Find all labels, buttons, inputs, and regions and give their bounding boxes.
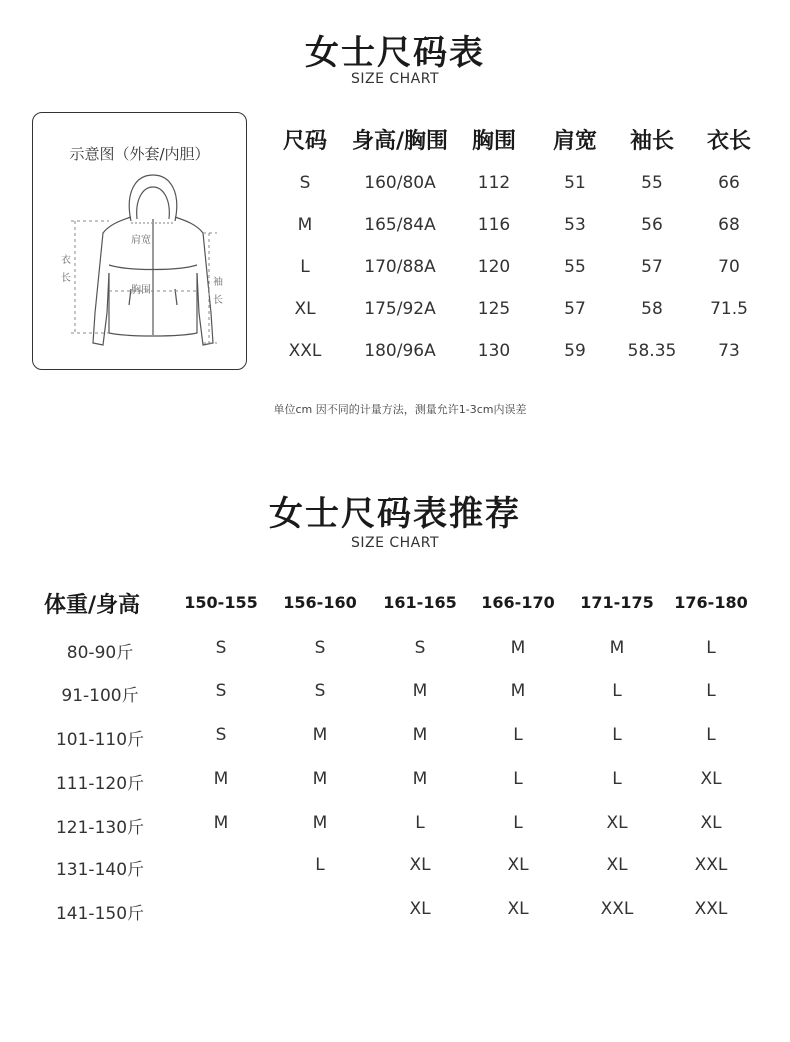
size-chart-cell: 53 [564, 215, 586, 235]
recommended-size-cell: M [412, 681, 428, 701]
recommended-size-cell: M [213, 769, 229, 789]
recommended-size-cell: L [706, 681, 716, 701]
recommended-size-cell: M [312, 769, 328, 789]
weight-range-label: 101-110斤 [55, 730, 145, 750]
sleeve-label-2: 长 [213, 295, 223, 306]
size-chart-header: 肩宽 [552, 129, 598, 154]
chest-label: 胸围 [131, 285, 151, 296]
size-chart-cell: 55 [564, 257, 586, 277]
recommended-size-cell: S [215, 681, 227, 701]
height-range-header: 150-155 [184, 593, 258, 612]
recommended-size-cell: M [412, 725, 428, 745]
weight-range-label: 111-120斤 [55, 774, 145, 794]
size-chart-cell: 73 [718, 341, 740, 361]
size-chart-header: 胸围 [471, 129, 517, 154]
recommended-size-cell: S [414, 638, 426, 658]
size-chart-cell: M [297, 215, 313, 235]
recommended-size-cell: L [415, 813, 425, 833]
size-chart-cell: 116 [477, 215, 511, 235]
size-chart-header: 身高/胸围 [351, 129, 449, 154]
height-range-header: 176-180 [674, 593, 748, 612]
size-chart-cell: 58.35 [627, 341, 677, 361]
size-chart-cell: 120 [477, 257, 511, 277]
recommended-size-cell: M [510, 638, 526, 658]
size-chart-cell: 160/80A [364, 173, 436, 193]
jacket-diagram [32, 112, 247, 370]
size-chart-cell: S [299, 173, 311, 193]
measurement-note: 单位cm 因不同的计量方法，测量允许1-3cm内误差 [273, 403, 527, 416]
recommended-size-cell: M [609, 638, 625, 658]
size-chart-header: 尺码 [282, 129, 328, 154]
length-label-2: 长 [61, 273, 71, 284]
weight-range-label: 121-130斤 [55, 818, 145, 838]
weight-range-label: 91-100斤 [61, 686, 139, 706]
size-chart-cell: 170/88A [364, 257, 436, 277]
recommended-size-cell: L [513, 813, 523, 833]
shoulder-label: 肩宽 [131, 235, 151, 246]
recommended-size-cell: XXL [694, 899, 728, 919]
recommended-size-cell: L [612, 681, 622, 701]
recommended-size-cell: L [706, 638, 716, 658]
recommendation-title: 女士尺码表推荐 [269, 494, 521, 534]
size-chart-cell: 68 [718, 215, 740, 235]
size-chart-cell: 59 [564, 341, 586, 361]
recommended-size-cell: S [314, 681, 326, 701]
sleeve-label-1: 袖 [213, 277, 223, 288]
size-chart-cell: XL [294, 299, 316, 319]
size-chart-cell: 56 [641, 215, 663, 235]
recommended-size-cell: XL [409, 899, 431, 919]
recommended-size-cell: XL [700, 813, 722, 833]
recommended-size-cell: S [215, 725, 227, 745]
recommended-size-cell: M [412, 769, 428, 789]
size-chart-header: 袖长 [629, 129, 675, 154]
size-chart-cell: 125 [477, 299, 511, 319]
recommended-size-cell: XXL [694, 855, 728, 875]
recommended-size-cell: XL [606, 813, 628, 833]
size-chart-subtitle: SIZE CHART [350, 71, 440, 87]
height-range-header: 166-170 [481, 593, 555, 612]
length-label-1: 衣 [61, 255, 71, 266]
size-chart-cell: XXL [288, 341, 322, 361]
size-chart-cell: 58 [641, 299, 663, 319]
recommended-size-cell: L [612, 725, 622, 745]
size-chart-cell: 57 [641, 257, 663, 277]
size-chart-cell: 130 [477, 341, 511, 361]
height-range-header: 161-165 [383, 593, 457, 612]
size-chart-cell: 57 [564, 299, 586, 319]
jacket-outline-icon [33, 113, 248, 371]
weight-height-header: 体重/身高 [44, 593, 141, 618]
size-chart-cell: 112 [477, 173, 511, 193]
diagram-caption: 示意图（外套/内胆） [69, 145, 210, 163]
recommended-size-cell: M [312, 813, 328, 833]
height-range-header: 156-160 [283, 593, 357, 612]
weight-range-label: 131-140斤 [55, 860, 145, 880]
size-chart-cell: 165/84A [364, 215, 436, 235]
recommended-size-cell: S [314, 638, 326, 658]
recommended-size-cell: XL [507, 855, 529, 875]
recommended-size-cell: XXL [600, 899, 634, 919]
recommended-size-cell: XL [606, 855, 628, 875]
recommended-size-cell: M [510, 681, 526, 701]
size-chart-cell: 180/96A [364, 341, 436, 361]
height-range-header: 171-175 [580, 593, 654, 612]
recommended-size-cell: L [706, 725, 716, 745]
weight-range-label: 80-90斤 [66, 643, 134, 663]
size-chart-cell: 66 [718, 173, 740, 193]
size-chart-cell: L [300, 257, 310, 277]
recommendation-subtitle: SIZE CHART [350, 535, 440, 551]
recommended-size-cell: XL [507, 899, 529, 919]
recommended-size-cell: S [215, 638, 227, 658]
recommended-size-cell: M [213, 813, 229, 833]
weight-range-label: 141-150斤 [55, 904, 145, 924]
recommended-size-cell: L [513, 769, 523, 789]
recommended-size-cell: XL [700, 769, 722, 789]
size-chart-header: 衣长 [706, 129, 752, 154]
size-chart-cell: 55 [641, 173, 663, 193]
size-chart-title: 女士尺码表 [305, 33, 485, 73]
recommended-size-cell: L [315, 855, 325, 875]
recommended-size-cell: L [612, 769, 622, 789]
size-chart-cell: 51 [564, 173, 586, 193]
recommended-size-cell: L [513, 725, 523, 745]
recommended-size-cell: M [312, 725, 328, 745]
recommended-size-cell: XL [409, 855, 431, 875]
size-chart-cell: 70 [718, 257, 740, 277]
size-chart-cell: 175/92A [364, 299, 436, 319]
size-chart-cell: 71.5 [710, 299, 748, 319]
